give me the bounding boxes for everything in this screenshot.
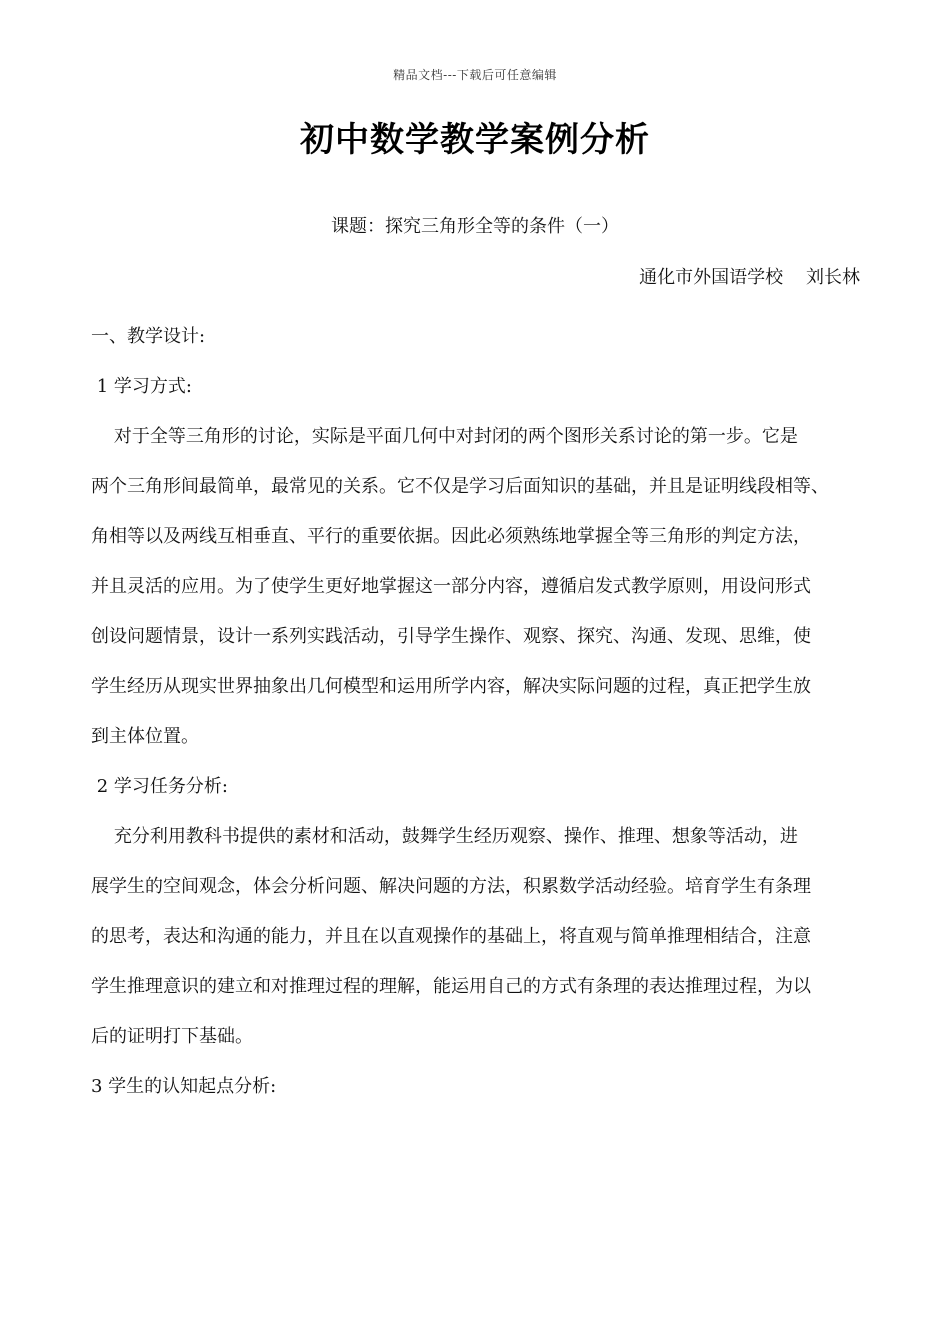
lesson-subtitle: 课题：探究三角形全等的条件（一）: [331, 216, 619, 237]
paragraph-line: 创设问题情景，设计一系列实践活动，引导学生操作、观察、探究、沟通、发现、思维，使: [91, 626, 811, 647]
paragraph-line: 两个三角形间最简单，最常见的关系。它不仅是学习后面知识的基础，并且是证明线段相等、: [91, 476, 829, 497]
paragraph-line: 充分利用教科书提供的素材和活动，鼓舞学生经历观察、操作、推理、想象等活动，进: [91, 826, 798, 847]
paragraph-line: 后的证明打下基础。: [91, 1026, 253, 1047]
paragraph-line: 到主体位置。: [91, 726, 199, 747]
author-line: 通化市外国语学校 刘长林: [639, 267, 860, 288]
subsection-heading: 1 学习方式:: [91, 376, 192, 397]
paragraph-line: 并且灵活的应用。为了使学生更好地掌握这一部分内容，遵循启发式教学原则，用设问形式: [91, 576, 811, 597]
subsection-heading: 3 学生的认知起点分析:: [91, 1076, 277, 1097]
paragraph-line: 对于全等三角形的讨论，实际是平面几何中对封闭的两个图形关系讨论的第一步。它是: [91, 426, 798, 447]
subsection-heading: 2 学习任务分析:: [91, 776, 228, 797]
paragraph-line: 的思考，表达和沟通的能力，并且在以直观操作的基础上，将直观与简单推理相结合，注意: [91, 926, 811, 947]
paragraph-line: 学生推理意识的建立和对推理过程的理解，能运用自己的方式有条理的表达推理过程，为以: [91, 976, 811, 997]
header-note: 精品文档---下载后可任意编辑: [393, 68, 557, 82]
section-heading: 一、教学设计:: [91, 326, 206, 347]
paragraph-line: 角相等以及两线互相垂直、平行的重要依据。因此必须熟练地掌握全等三角形的判定方法，: [91, 526, 811, 547]
paragraph-line: 展学生的空间观念，体会分析问题、解决问题的方法，积累数学活动经验。培育学生有条理: [91, 876, 811, 897]
document-title: 初中数学教学案例分析: [300, 120, 650, 160]
paragraph-line: 学生经历从现实世界抽象出几何模型和运用所学内容，解决实际问题的过程，真正把学生放: [91, 676, 811, 697]
